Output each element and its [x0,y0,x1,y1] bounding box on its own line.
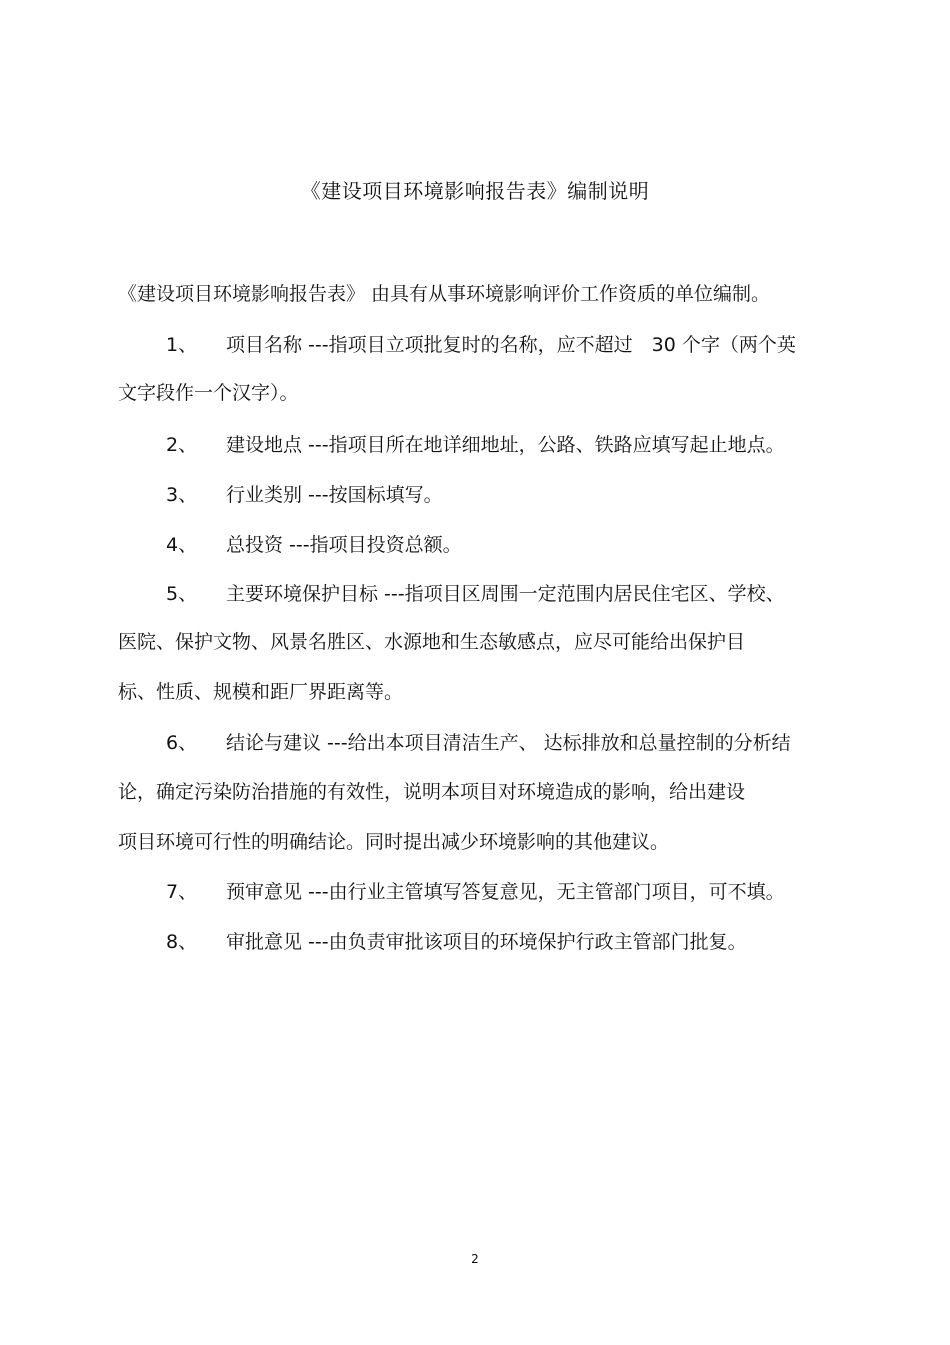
item-number: 3、 [166,484,198,506]
item-continuation: 医院、保护文物、风景名胜区、水源地和生态敏感点，应尽可能给出保护目 [118,631,746,653]
item-continuation: 标、性质、规模和距厂界距离等。 [118,681,404,703]
item-number: 4、 [166,534,198,556]
item-text: 结论与建议 ---给出本项目清洁生产、 达标排放和总量控制的分析结 [226,732,791,754]
item-text: 建设地点 ---指项目所在地详细地址，公路、铁路应填写起止地点。 [226,434,785,456]
item-text: 预审意见 ---由行业主管填写答复意见，无主管部门项目，可不填。 [226,881,785,903]
item-text: 总投资 ---指项目投资总额。 [226,534,462,556]
item-number: 2、 [166,434,198,456]
item-text: 项目名称 ---指项目立项批复时的名称，应不超过 30 个字（两个英 [226,334,796,356]
item-number: 1、 [166,334,198,356]
item-number: 7、 [166,881,198,903]
item-text: 行业类别 ---按国标填写。 [226,484,443,506]
intro-paragraph: 《建设项目环境影响报告表》 由具有从事环境影响评价工作资质的单位编制。 [118,283,771,305]
item-text: 审批意见 ---由负责审批该项目的环境保护行政主管部门批复。 [226,931,747,953]
item-number: 8、 [166,931,198,953]
item-continuation: 文字段作一个汉字）。 [118,382,299,404]
page-number: 2 [471,1252,479,1266]
item-continuation: 论，确定污染防治措施的有效性，说明本项目对环境造成的影响，给出建设 [118,781,746,803]
item-continuation: 项目环境可行性的明确结论。同时提出减少环境影响的其他建议。 [118,831,670,853]
item-text: 主要环境保护目标 ---指项目区周围一定范围内居民住宅区、学校、 [226,583,785,605]
document-title: 《建设项目环境影响报告表》编制说明 [300,179,650,203]
item-number: 6、 [166,732,198,754]
item-number: 5、 [166,583,198,605]
